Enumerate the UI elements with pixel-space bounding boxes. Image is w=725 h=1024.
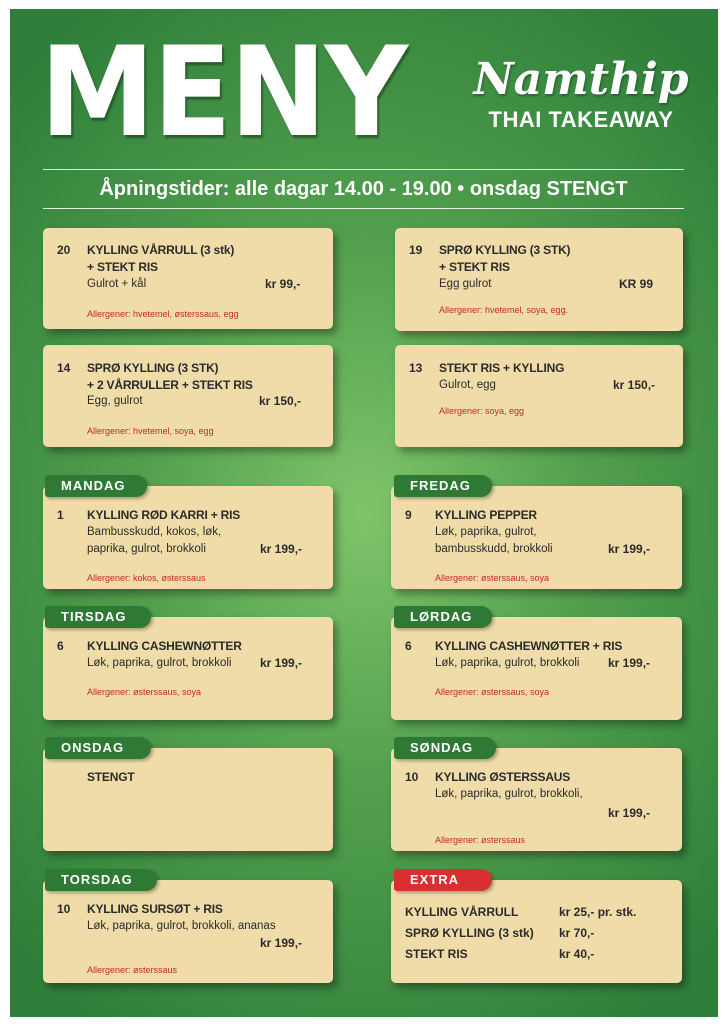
day-tag-sondag: SØNDAG: [394, 737, 496, 759]
day-tag-mandag: MANDAG: [45, 475, 147, 497]
item-allergens: Allergener: kokos, østerssaus: [87, 573, 206, 583]
item-description: Løk, paprika, gulrot, brokkoli,: [435, 788, 583, 800]
item-allergens: Allergener: østerssaus, soya: [435, 573, 550, 583]
menu-card-19: [395, 228, 683, 331]
day-tag-onsdag: ONSDAG: [45, 737, 151, 759]
item-description: Egg, gulrot: [87, 395, 143, 407]
item-allergens: Allergener: østerssaus, soya: [435, 687, 550, 697]
menu-card-extra: [391, 880, 682, 983]
menu-card-onsdag: [43, 748, 333, 851]
menu-card-14: [43, 345, 333, 447]
item-description: Egg gulrot: [439, 278, 492, 290]
menu-card-lordag: [391, 617, 682, 720]
item-allergens: Allergener: østerssaus: [87, 965, 178, 975]
item-price: kr 150,-: [259, 394, 302, 408]
divider-bottom: [43, 208, 684, 209]
brand-logo: [466, 55, 696, 133]
item-name-line2: + STEKT RIS: [87, 260, 158, 274]
menu-card-fredag: [391, 486, 682, 589]
item-number: 20: [57, 243, 71, 257]
item-allergens: Allergener: hvetemel, soya, egg: [87, 426, 214, 436]
brand-subtitle: THAI TAKEAWAY: [488, 107, 674, 132]
item-price: KR 99: [619, 277, 654, 291]
extra-item-name: KYLLING VÅRRULL: [405, 905, 519, 919]
day-tag-extra: EXTRA: [394, 869, 492, 891]
item-allergens: Allergener: østerssaus: [435, 835, 526, 845]
item-number: 9: [405, 508, 412, 522]
item-allergens: Allergener: soya, egg: [439, 406, 525, 416]
item-name: KYLLING SURSØT + RIS: [87, 902, 223, 916]
item-name: SPRØ KYLLING (3 STK): [87, 361, 219, 375]
closed-label: STENGT: [87, 770, 135, 784]
item-number: 14: [57, 361, 71, 375]
item-allergens: Allergener: hvetemel, østerssaus, egg: [87, 309, 239, 319]
extra-item-price: kr 70,-: [559, 926, 595, 940]
item-description: Gulrot + kål: [87, 278, 147, 290]
extra-item-name: STEKT RIS: [405, 947, 468, 961]
divider-top: [43, 169, 684, 170]
brand-name: Namthip: [473, 54, 689, 105]
menu-title: MENY: [40, 21, 407, 165]
item-number: 10: [57, 902, 71, 916]
item-allergens: Allergener: østerssaus, soya: [87, 687, 202, 697]
day-tag-lordag: LØRDAG: [394, 606, 492, 628]
menu-card-mandag: [43, 486, 333, 589]
extra-item-price: kr 40,-: [559, 947, 595, 961]
extra-item-name: SPRØ KYLLING (3 stk): [405, 926, 534, 940]
item-number: 10: [405, 770, 419, 784]
item-allergens: Allergener: hvetemel, soya, egg.: [439, 305, 569, 315]
item-price: kr 199,-: [260, 542, 303, 556]
item-name: KYLLING CASHEWNØTTER + RIS: [435, 639, 623, 653]
item-description: Løk, paprika, gulrot, brokkoli: [87, 657, 232, 669]
item-name-line2: + 2 VÅRRULLER + STEKT RIS: [87, 378, 253, 392]
menu-card-torsdag: [43, 880, 333, 983]
item-name: KYLLING VÅRRULL (3 stk): [87, 243, 235, 257]
item-price: kr 199,-: [260, 656, 303, 670]
item-name: STEKT RIS + KYLLING: [439, 361, 565, 375]
item-name: KYLLING RØD KARRI + RIS: [87, 508, 241, 522]
day-tag-torsdag: TORSDAG: [45, 869, 157, 891]
menu-card-13: [395, 345, 683, 447]
item-name: SPRØ KYLLING (3 STK): [439, 243, 571, 257]
menu-card-tirsdag: [43, 617, 333, 720]
item-description-line2: paprika, gulrot, brokkoli: [87, 543, 206, 555]
item-name-line2: + STEKT RIS: [439, 260, 510, 274]
item-description: Løk, paprika, gulrot, brokkoli: [435, 657, 580, 669]
item-name: KYLLING CASHEWNØTTER: [87, 639, 242, 653]
item-price: kr 199,-: [608, 542, 651, 556]
item-number: 6: [405, 639, 412, 653]
item-number: 1: [57, 508, 64, 522]
item-description: Løk, paprika, gulrot, brokkoli, ananas: [87, 920, 276, 932]
item-price: kr 199,-: [608, 806, 651, 820]
item-name: KYLLING PEPPER: [435, 508, 537, 522]
day-tag-fredag: FREDAG: [394, 475, 492, 497]
day-tag-tirsdag: TIRSDAG: [45, 606, 151, 628]
opening-hours: Åpningstider: alle dagar 14.00 - 19.00 • onsdag STENGT: [99, 178, 628, 200]
item-description: Bambusskudd, kokos, løk,: [87, 526, 222, 538]
item-number: 13: [409, 361, 423, 375]
item-price: kr 199,-: [260, 936, 303, 950]
menu-poster: [10, 9, 718, 1017]
item-price: kr 99,-: [265, 277, 301, 291]
item-price: kr 150,-: [613, 378, 656, 392]
item-name: KYLLING ØSTERSSAUS: [435, 770, 571, 784]
menu-card-sondag: [391, 748, 682, 851]
item-description: Løk, paprika, gulrot,: [435, 526, 537, 538]
item-number: 6: [57, 639, 64, 653]
item-number: 19: [409, 243, 423, 257]
item-price: kr 199,-: [608, 656, 651, 670]
item-description: Gulrot, egg: [439, 379, 496, 391]
menu-card-20: [43, 228, 333, 329]
extra-item-price: kr 25,- pr. stk.: [559, 905, 637, 919]
item-description-line2: bambusskudd, brokkoli: [435, 543, 553, 555]
